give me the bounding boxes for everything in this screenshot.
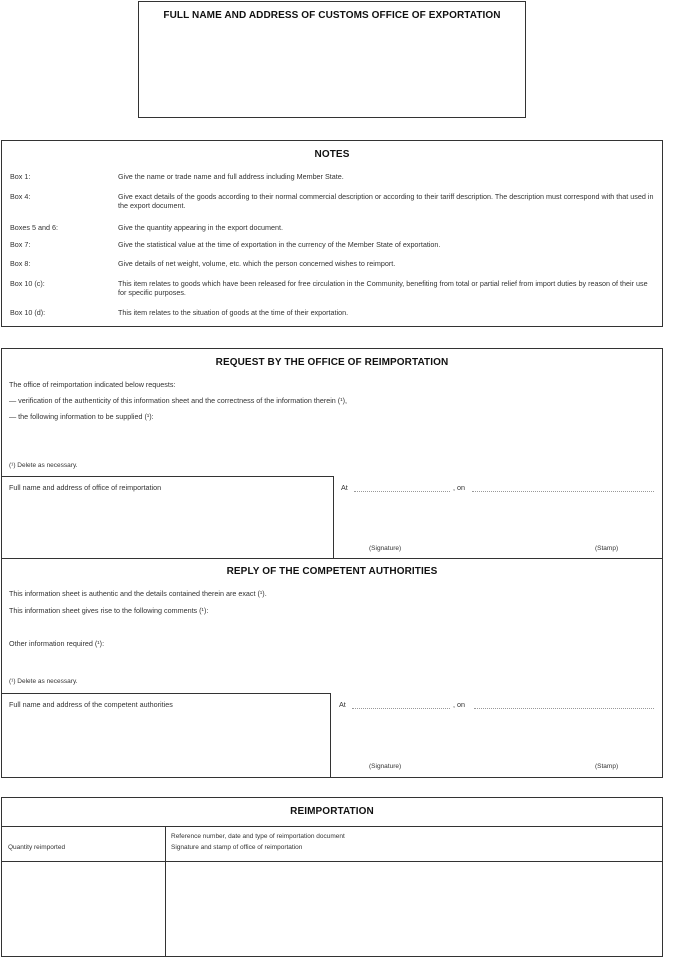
customs-office-box: [138, 1, 526, 118]
reimportation-quantity-label: Quantity reimported: [8, 844, 66, 851]
note-box-ref: Box 4:: [10, 192, 31, 201]
reimportation-signature-stamp-label: Signature and stamp of office of reimportation: [171, 844, 303, 851]
reimportation-quantity-field[interactable]: [4, 864, 162, 954]
note-box-ref: Box 10 (c):: [10, 279, 45, 288]
reimportation-title: REIMPORTATION: [290, 806, 374, 817]
reply-line-other-information[interactable]: Other information required (¹):: [9, 639, 105, 648]
request-stamp-label: (Stamp): [595, 545, 619, 552]
request-on-field[interactable]: [472, 491, 654, 492]
reply-title: REPLY OF THE COMPETENT AUTHORITIES: [226, 566, 438, 577]
reply-at-label: At: [339, 700, 346, 709]
request-address-vertical: [333, 476, 334, 558]
reply-line-authentic[interactable]: This information sheet is authentic and the details contained therein are exact (¹).: [9, 589, 267, 598]
request-reply-box: [1, 348, 663, 778]
reimportation-box: [1, 797, 663, 957]
request-address-divider: [2, 476, 333, 477]
note-text: Give exact details of the goods according to their normal commercial description or according to their tariff description. The description must correspond with that used in the export document.: [118, 192, 654, 210]
reimportation-header-divider: [2, 826, 662, 827]
reply-address-divider: [2, 693, 330, 694]
note-box-ref: Boxes 5 and 6:: [10, 223, 58, 232]
note-text: Give details of net weight, volume, etc. which the person concerned wishes to reimport.: [118, 259, 396, 268]
request-at-label: At: [341, 483, 348, 492]
note-box-ref: Box 8:: [10, 259, 31, 268]
request-line-information[interactable]: — the following information to be supplied (¹):: [9, 412, 154, 421]
note-text: Give the quantity appearing in the export document.: [118, 223, 284, 232]
note-text: This item relates to goods which have been released for free circulation in the Community, benefiting from total or partial relief from import duties by reason of their use for specific purposes.: [118, 279, 648, 297]
request-signature-label: (Signature): [369, 545, 402, 552]
notes-box: [1, 140, 663, 327]
notes-title: NOTES: [314, 149, 350, 160]
note-box-ref: Box 10 (d):: [10, 308, 46, 317]
reimportation-row-divider: [2, 861, 662, 862]
request-on-label: , on: [453, 483, 465, 492]
reply-at-field[interactable]: [352, 708, 450, 709]
request-reply-divider: [2, 558, 662, 559]
request-line-verification[interactable]: — verification of the authenticity of this information sheet and the correctness of the information therein (¹),: [9, 396, 347, 405]
reply-line-comments[interactable]: This information sheet gives rise to the following comments (¹):: [9, 606, 209, 615]
note-text: This item relates to the situation of goods at the time of their exportation.: [118, 308, 349, 317]
reply-signature-label: (Signature): [369, 763, 402, 770]
request-title: REQUEST BY THE OFFICE OF REIMPORTATION: [215, 357, 449, 368]
request-address-field[interactable]: [6, 497, 328, 555]
note-text: Give the statistical value at the time of exportation in the currency of the Member State of exportation.: [118, 240, 441, 249]
reply-on-field[interactable]: [474, 708, 654, 709]
request-address-label: Full name and address of office of reimportation: [9, 483, 162, 492]
note-box-ref: Box 1:: [10, 172, 31, 181]
reply-address-vertical: [330, 693, 331, 778]
request-intro: The office of reimportation indicated below requests:: [9, 380, 176, 389]
reply-stamp-label: (Stamp): [595, 763, 619, 770]
reimportation-reference-label: Reference number, date and type of reimportation document: [171, 833, 345, 840]
note-box-ref: Box 7:: [10, 240, 31, 249]
reply-address-label: Full name and address of the competent authorities: [9, 700, 173, 709]
reply-address-field[interactable]: [6, 714, 326, 774]
request-at-field[interactable]: [354, 491, 450, 492]
reply-footnote: (¹) Delete as necessary.: [9, 678, 78, 685]
reply-on-label: , on: [453, 700, 465, 709]
customs-office-field[interactable]: [143, 26, 521, 113]
reimportation-column-divider: [165, 826, 166, 956]
request-footnote: (¹) Delete as necessary.: [9, 462, 78, 469]
customs-office-title: FULL NAME AND ADDRESS OF CUSTOMS OFFICE OF EXPORTATION: [163, 10, 501, 21]
note-text: Give the name or trade name and full address including Member State.: [118, 172, 344, 181]
reimportation-reference-field[interactable]: [168, 864, 660, 954]
